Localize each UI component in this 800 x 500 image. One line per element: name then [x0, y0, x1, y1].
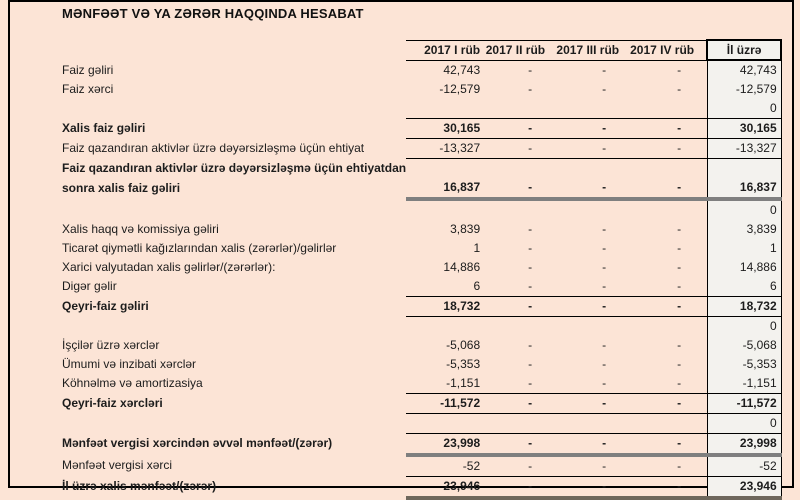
table-body: [62, 60, 781, 498]
header-label-cell: [62, 40, 406, 60]
profit-loss-table: [62, 39, 782, 500]
row-label-cell: İl üzrə xalis mənfəət/(zərər): [62, 479, 217, 494]
row-label-cell: Faiz qazandıran aktivlər üzrə dəyərsizləşmə üçün ehtiyat: [62, 141, 365, 155]
cell-q3: -: [602, 82, 607, 96]
row-label-cell: Qeyri-faiz xərcləri: [62, 395, 163, 410]
cell-q1: 30,165: [406, 119, 482, 139]
cell-year: -1,151: [707, 374, 781, 394]
cell-gap: [696, 296, 707, 316]
cell-q3: -: [547, 455, 621, 477]
cell-gap: [696, 178, 707, 199]
cell-year: 14,886: [707, 258, 781, 277]
cell-q2: -: [482, 296, 547, 316]
cell-q3: -: [602, 259, 607, 274]
cell-q1: [406, 413, 482, 433]
cell-q1: -12,579: [439, 82, 481, 96]
table-row: [62, 336, 781, 355]
cell-q1: 23,998: [406, 433, 482, 455]
row-label-cell: Xalis faiz gəliri: [62, 121, 146, 135]
cell-q4: -: [677, 240, 682, 255]
table-row: [62, 119, 781, 139]
cell-q2: -: [482, 119, 547, 139]
cell-q3: -: [602, 337, 607, 352]
cell-q2: -: [528, 337, 533, 352]
cell-q4: -: [677, 259, 682, 274]
cell-q4: -: [677, 337, 682, 352]
cell-q1: 14,886: [443, 259, 481, 274]
cell-q4: -: [677, 221, 682, 236]
cell-q1: 1: [473, 240, 481, 255]
cell-q4: -: [621, 433, 696, 455]
table-row: [62, 355, 781, 374]
cell-q1: -52: [406, 455, 482, 477]
cell-q1: -11,572: [406, 393, 482, 413]
cell-q1: 3,839: [450, 221, 481, 236]
cell-q4: -: [621, 476, 696, 498]
table-row: [62, 296, 781, 316]
cell-year: -11,572: [707, 393, 781, 413]
cell-q2: -: [528, 356, 533, 371]
cell-year: [707, 159, 781, 178]
cell-q2: -: [482, 374, 547, 394]
table-row: [62, 99, 781, 119]
table-row: [62, 239, 781, 258]
cell-q4: -: [621, 139, 696, 159]
cell-year: 30,165: [707, 119, 781, 139]
cell-gap: [696, 374, 707, 394]
cell-q4: -: [621, 119, 696, 139]
table-row: [62, 60, 781, 80]
cell-q3: -: [547, 393, 621, 413]
cell-q1: [406, 316, 482, 336]
row-label-cell: Faiz xərci: [62, 82, 114, 96]
cell-q1: 6: [406, 277, 482, 297]
cell-q2: -: [482, 393, 547, 413]
cell-gap: [696, 413, 707, 433]
cell-year: 0: [707, 413, 781, 433]
table-row: [62, 199, 781, 220]
cell-q3: -: [547, 139, 621, 159]
row-label-cell: Digər gəlir: [62, 278, 117, 293]
cell-q2: [482, 316, 547, 336]
cell-gap: [696, 220, 707, 239]
table-row: [62, 139, 781, 159]
cell-gap: [696, 139, 707, 159]
header-year: İl üzrə: [707, 40, 781, 60]
cell-gap: [696, 199, 707, 220]
cell-q2: -: [482, 455, 547, 477]
cell-q3: -: [547, 476, 621, 498]
cell-q1: 16,837: [406, 178, 482, 199]
cell-q1: 18,732: [406, 296, 482, 316]
cell-year: 18,732: [707, 296, 781, 316]
row-label-cell: Xalis haqq və komissiya gəliri: [62, 221, 219, 236]
cell-q3: -: [602, 221, 607, 236]
table-row: [62, 393, 781, 413]
cell-year: -13,327: [707, 139, 781, 159]
cell-gap: [696, 476, 707, 498]
cell-gap: [696, 316, 707, 336]
cell-q2: -: [528, 82, 533, 96]
table-row: [62, 258, 781, 277]
cell-q4: -: [677, 62, 682, 77]
header-q2: 2017 II rüb: [482, 40, 547, 60]
row-label-cell: Ticarət qiymətli kağızlarından xalis (zərərlər)/gəlirlər: [62, 240, 337, 255]
cell-q4: -: [621, 393, 696, 413]
row-label-cell: [62, 199, 406, 220]
cell-q3: [547, 199, 621, 220]
table-row: [62, 178, 781, 199]
header-q4: 2017 IV rüb: [621, 40, 696, 60]
table-header-row: [62, 40, 781, 60]
row-label-cell: [62, 413, 406, 433]
cell-q4: -: [621, 178, 696, 199]
table-row: [62, 455, 781, 477]
cell-gap: [696, 239, 707, 258]
cell-q1: [406, 159, 482, 178]
cell-q1: -5,068: [446, 337, 481, 352]
cell-q2: -: [528, 62, 533, 77]
cell-q4: -: [677, 82, 682, 96]
cell-q4: -: [677, 356, 682, 371]
row-label-cell: Ümumi və inzibati xərclər: [62, 356, 197, 371]
table-row: [62, 413, 781, 433]
row-label-cell: Mənfəət vergisi xərci: [62, 457, 173, 472]
cell-q2: -: [528, 259, 533, 274]
cell-year: -5,068: [707, 336, 781, 355]
cell-year: 0: [707, 199, 781, 220]
cell-q3: -: [547, 119, 621, 139]
cell-gap: [696, 277, 707, 297]
cell-year: 42,743: [707, 60, 781, 80]
cell-q1: 23,946: [406, 476, 482, 498]
cell-year: 0: [707, 316, 781, 336]
cell-q2: -: [482, 178, 547, 199]
cell-year: 6: [707, 277, 781, 297]
cell-q3: -: [602, 62, 607, 77]
cell-q4: -: [621, 296, 696, 316]
cell-q3: -: [547, 296, 621, 316]
cell-q4: [621, 199, 696, 220]
table-row: [62, 159, 781, 178]
row-label-cell: Qeyri-faiz gəliri: [62, 298, 149, 313]
cell-year: -12,579: [707, 80, 781, 99]
cell-q2: -: [528, 240, 533, 255]
row-label-cell: Mənfəət vergisi xərcindən əvvəl mənfəət/(zərər): [62, 436, 333, 451]
cell-q3: -: [547, 277, 621, 297]
cell-q3: [547, 316, 621, 336]
row-label-cell: sonra xalis faiz gəliri: [62, 180, 181, 195]
row-label-cell: Faiz gəliri: [62, 62, 114, 77]
cell-q4: [621, 99, 696, 119]
cell-gap: [696, 119, 707, 139]
cell-q2: -: [482, 139, 547, 159]
row-label-cell: [62, 316, 406, 336]
cell-q1: [406, 99, 482, 119]
cell-q2: -: [482, 433, 547, 455]
cell-q4: [621, 316, 696, 336]
report-title: MƏNFƏƏT VƏ YA ZƏRƏR HAQQINDA HESABAT: [62, 6, 364, 21]
cell-gap: [696, 99, 707, 119]
cell-q2: [482, 199, 547, 220]
cell-q2: [482, 99, 547, 119]
table-row: [62, 374, 781, 394]
cell-year: 23,946: [707, 476, 781, 498]
cell-q1: -5,353: [446, 356, 481, 371]
row-label-cell: Faiz qazandıran aktivlər üzrə dəyərsizləşmə üçün ehtiyatdan: [62, 160, 407, 175]
cell-q2: -: [482, 476, 547, 498]
row-label-cell: [62, 99, 406, 119]
cell-q2: [482, 159, 547, 178]
header-gap: [696, 40, 707, 60]
table-row: [62, 433, 781, 455]
cell-q3: -: [547, 374, 621, 394]
cell-gap: [696, 258, 707, 277]
cell-year: 0: [707, 99, 781, 119]
table-row: [62, 80, 781, 99]
cell-q3: -: [547, 433, 621, 455]
cell-year: 16,837: [707, 178, 781, 199]
cell-q4: -: [621, 455, 696, 477]
cell-q1: 42,743: [443, 62, 481, 77]
cell-gap: [696, 60, 707, 80]
cell-q3: -: [602, 240, 607, 255]
cell-q1: -1,151: [406, 374, 482, 394]
cell-gap: [696, 433, 707, 455]
row-label-cell: İşçilər üzrə xərclər: [62, 337, 160, 352]
table-row: [62, 476, 781, 498]
cell-gap: [696, 80, 707, 99]
cell-q3: -: [602, 356, 607, 371]
table-row: [62, 220, 781, 239]
header-q3: 2017 III rüb: [547, 40, 621, 60]
cell-q1: -13,327: [406, 139, 482, 159]
cell-q3: [547, 413, 621, 433]
cell-gap: [696, 455, 707, 477]
cell-gap: [696, 336, 707, 355]
cell-q4: [621, 413, 696, 433]
header-q1: 2017 I rüb: [406, 40, 482, 60]
cell-q3: [547, 99, 621, 119]
cell-year: 23,998: [707, 433, 781, 455]
cell-q1: [406, 199, 482, 220]
cell-q3: [547, 159, 621, 178]
row-label-cell: Xarici valyutadan xalis gəlirlər/(zərərlər):: [62, 259, 276, 274]
cell-year: -52: [707, 455, 781, 477]
cell-q4: [621, 159, 696, 178]
cell-year: 3,839: [707, 220, 781, 239]
cell-gap: [696, 159, 707, 178]
cell-gap: [696, 393, 707, 413]
cell-q3: -: [547, 178, 621, 199]
cell-year: 1: [707, 239, 781, 258]
cell-q2: -: [482, 277, 547, 297]
cell-q4: -: [621, 277, 696, 297]
cell-q2: -: [528, 221, 533, 236]
cell-q2: [482, 413, 547, 433]
cell-year: -5,353: [707, 355, 781, 374]
table-row: [62, 277, 781, 297]
table-row: [62, 316, 781, 336]
cell-q4: -: [621, 374, 696, 394]
row-label-cell: Köhnəlmə və amortizasiya: [62, 375, 203, 390]
cell-gap: [696, 355, 707, 374]
